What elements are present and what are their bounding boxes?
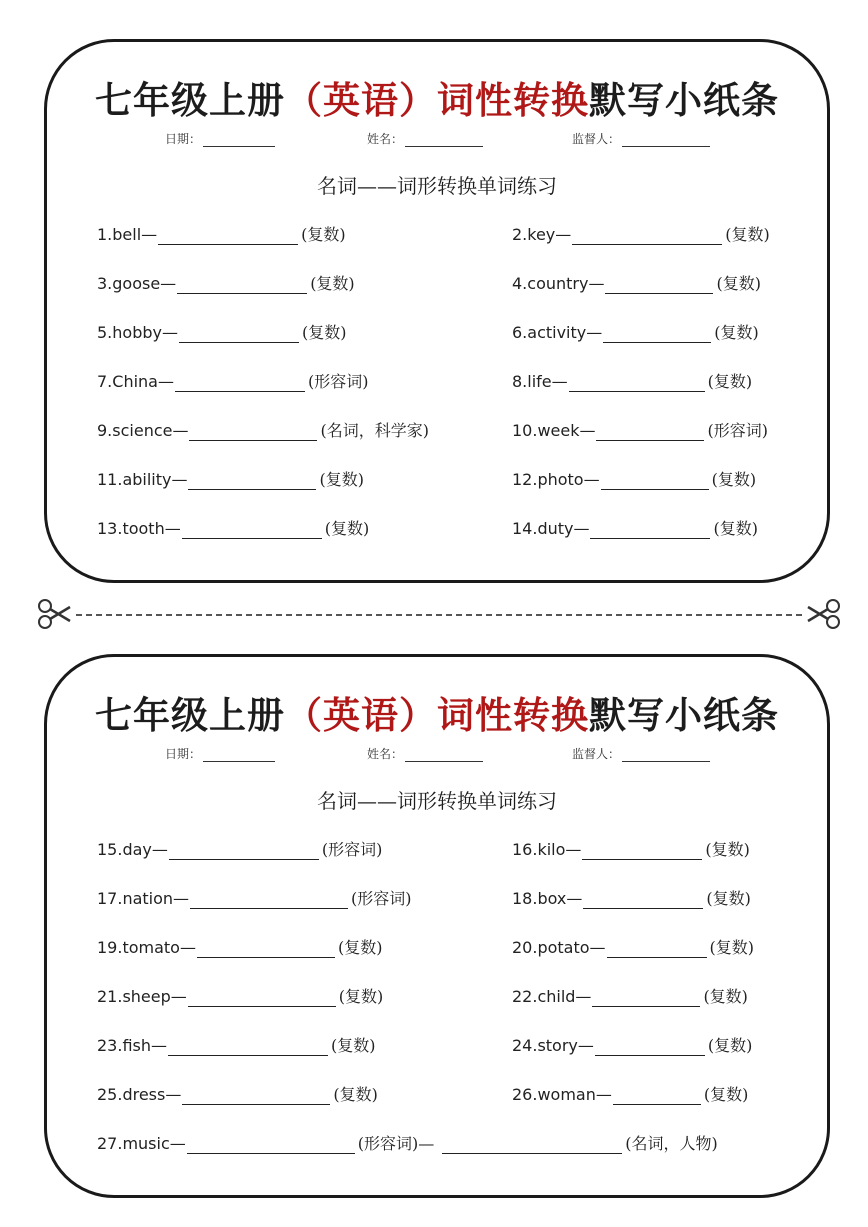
- worksheet-title: [47, 70, 827, 124]
- answer-blank[interactable]: [187, 1137, 355, 1154]
- exercise-item: [512, 222, 770, 245]
- answer-blank[interactable]: [169, 843, 319, 860]
- date-label: 日期：: [165, 132, 202, 146]
- exercise-item: [97, 1131, 718, 1154]
- item-hint: (形容词): [321, 840, 383, 859]
- supervisor-label: 监督人：: [572, 132, 621, 146]
- item-label: 6.activity—: [512, 323, 603, 342]
- worksheet-subtitle: 名词——词形转换单词练习: [317, 789, 557, 813]
- item-hint: (形容词): [307, 372, 369, 391]
- item-hint: (复数): [337, 938, 383, 957]
- item-label: 26.woman—: [512, 1085, 612, 1104]
- item-hint: (复数): [301, 323, 347, 342]
- name-label: 姓名：: [367, 747, 404, 761]
- name-blank[interactable]: [405, 134, 483, 147]
- item-label: 8.life—: [512, 372, 568, 391]
- exercise-item: [512, 467, 756, 490]
- title-part-2: （英语）词性转换: [285, 78, 589, 122]
- title-part-3: 默写小纸条: [589, 78, 779, 122]
- title-part-1: 七年级上册: [95, 78, 285, 122]
- exercise-item: [512, 320, 759, 343]
- item-label: 21.sheep—: [97, 987, 187, 1006]
- item-hint: (复数): [310, 274, 355, 293]
- answer-blank[interactable]: [569, 375, 705, 392]
- item-label: 23.fish—: [97, 1036, 167, 1055]
- answer-blank[interactable]: [613, 1088, 701, 1105]
- item-hint: (复数): [324, 519, 370, 538]
- answer-blank[interactable]: [175, 375, 305, 392]
- exercise-item: [97, 984, 383, 1007]
- exercise-item: [512, 369, 752, 392]
- item-hint: (复数): [333, 1085, 378, 1104]
- cut-line: [36, 597, 842, 631]
- exercise-item: [512, 837, 750, 860]
- item-label: 15.day—: [97, 840, 168, 859]
- exercise-item: [97, 837, 382, 860]
- worksheet-card-bottom: [44, 654, 830, 1198]
- exercise-item: [97, 271, 355, 294]
- item-label: 27.music—: [97, 1134, 186, 1153]
- exercise-item: [512, 1082, 748, 1105]
- item-hint: (复数): [725, 225, 770, 244]
- item-label: 19.tomato—: [97, 938, 196, 957]
- answer-blank[interactable]: [177, 277, 307, 294]
- item-hint: (形容词)—: [357, 1134, 435, 1153]
- answer-blank[interactable]: [189, 424, 317, 441]
- item-label: 17.nation—: [97, 889, 190, 908]
- answer-blank[interactable]: [592, 990, 700, 1007]
- supervisor-field: [572, 745, 710, 762]
- name-field: [367, 745, 483, 762]
- supervisor-label: 监督人：: [572, 747, 621, 761]
- exercise-item: [512, 271, 761, 294]
- item-label: 13.tooth—: [97, 519, 181, 538]
- exercise-item: [512, 935, 754, 958]
- answer-blank[interactable]: [442, 1137, 622, 1154]
- date-blank[interactable]: [203, 749, 275, 762]
- answer-blank[interactable]: [188, 473, 316, 490]
- item-label: 3.goose—: [97, 274, 177, 293]
- item-label: 5.hobby—: [97, 323, 178, 342]
- item-label: 10.week—: [512, 421, 596, 440]
- date-field: [165, 745, 275, 762]
- item-hint: (形容词): [351, 889, 412, 908]
- item-hint: (名词，人物): [625, 1134, 718, 1153]
- exercise-item: [97, 516, 369, 539]
- title-part-3: 默写小纸条: [589, 693, 779, 737]
- answer-blank[interactable]: [605, 277, 713, 294]
- exercise-item: [97, 935, 382, 958]
- item-hint: (复数): [713, 519, 758, 538]
- item-label: 16.kilo—: [512, 840, 582, 859]
- date-blank[interactable]: [203, 134, 275, 147]
- item-label: 12.photo—: [512, 470, 600, 489]
- dashed-separator: [76, 614, 802, 616]
- item-hint: (形容词): [707, 421, 768, 440]
- item-hint: (复数): [703, 1085, 749, 1104]
- answer-blank[interactable]: [595, 1039, 705, 1056]
- item-hint: (复数): [338, 987, 384, 1006]
- exercise-item: [97, 369, 368, 392]
- answer-blank[interactable]: [582, 843, 702, 860]
- exercise-item: [512, 1033, 752, 1056]
- exercise-item: [97, 320, 346, 343]
- item-label: 1.bell—: [97, 225, 158, 244]
- exercise-item: [512, 418, 768, 441]
- item-hint: (名词，科学家): [320, 421, 429, 440]
- exercise-item: [97, 418, 429, 441]
- exercise-item: [97, 467, 364, 490]
- scissors-icon: [36, 597, 72, 631]
- title-part-1: 七年级上册: [95, 693, 285, 737]
- exercise-item: [97, 886, 412, 909]
- answer-blank[interactable]: [182, 1088, 330, 1105]
- item-hint: (复数): [301, 225, 346, 244]
- answer-blank[interactable]: [158, 228, 298, 245]
- name-label: 姓名：: [367, 132, 404, 146]
- answer-blank[interactable]: [179, 326, 299, 343]
- exercise-item: [97, 222, 346, 245]
- item-hint: (复数): [319, 470, 364, 489]
- answer-blank[interactable]: [190, 892, 348, 909]
- worksheet-title: [47, 685, 827, 739]
- exercise-item: [512, 984, 748, 1007]
- name-field: [367, 130, 483, 147]
- item-hint: (复数): [331, 1036, 376, 1055]
- title-part-2: （英语）词性转换: [285, 693, 589, 737]
- item-hint: (复数): [707, 372, 753, 391]
- item-hint: (复数): [709, 938, 755, 957]
- item-label: 2.key—: [512, 225, 572, 244]
- answer-blank[interactable]: [182, 522, 322, 539]
- worksheet-card-top: [44, 39, 830, 583]
- item-hint: (复数): [706, 889, 751, 908]
- item-label: 4.country—: [512, 274, 605, 293]
- supervisor-blank[interactable]: [622, 749, 710, 762]
- answer-blank[interactable]: [596, 424, 704, 441]
- answer-blank[interactable]: [590, 522, 710, 539]
- item-hint: (复数): [716, 274, 761, 293]
- date-field: [165, 130, 275, 147]
- item-hint: (复数): [707, 1036, 753, 1055]
- item-hint: (复数): [705, 840, 750, 859]
- answer-blank[interactable]: [572, 228, 722, 245]
- name-blank[interactable]: [405, 749, 483, 762]
- answer-blank[interactable]: [168, 1039, 328, 1056]
- supervisor-blank[interactable]: [622, 134, 710, 147]
- item-label: 7.China—: [97, 372, 174, 391]
- item-label: 11.ability—: [97, 470, 188, 489]
- exercise-item: [512, 516, 758, 539]
- worksheet-subtitle: 名词——词形转换单词练习: [317, 174, 557, 198]
- item-hint: (复数): [711, 470, 757, 489]
- answer-blank[interactable]: [603, 326, 711, 343]
- item-label: 20.potato—: [512, 938, 606, 957]
- item-hint: (复数): [703, 987, 748, 1006]
- item-hint: (复数): [714, 323, 759, 342]
- item-label: 9.science—: [97, 421, 189, 440]
- exercise-item: [512, 886, 751, 909]
- answer-blank[interactable]: [607, 941, 707, 958]
- item-label: 18.box—: [512, 889, 583, 908]
- answer-blank[interactable]: [583, 892, 703, 909]
- answer-blank[interactable]: [601, 473, 709, 490]
- item-label: 14.duty—: [512, 519, 590, 538]
- scissors-icon: [806, 597, 842, 631]
- answer-blank[interactable]: [197, 941, 335, 958]
- item-label: 24.story—: [512, 1036, 594, 1055]
- answer-blank[interactable]: [188, 990, 336, 1007]
- date-label: 日期：: [165, 747, 202, 761]
- item-label: 25.dress—: [97, 1085, 182, 1104]
- supervisor-field: [572, 130, 710, 147]
- exercise-item: [97, 1082, 378, 1105]
- item-label: 22.child—: [512, 987, 592, 1006]
- exercise-item: [97, 1033, 376, 1056]
